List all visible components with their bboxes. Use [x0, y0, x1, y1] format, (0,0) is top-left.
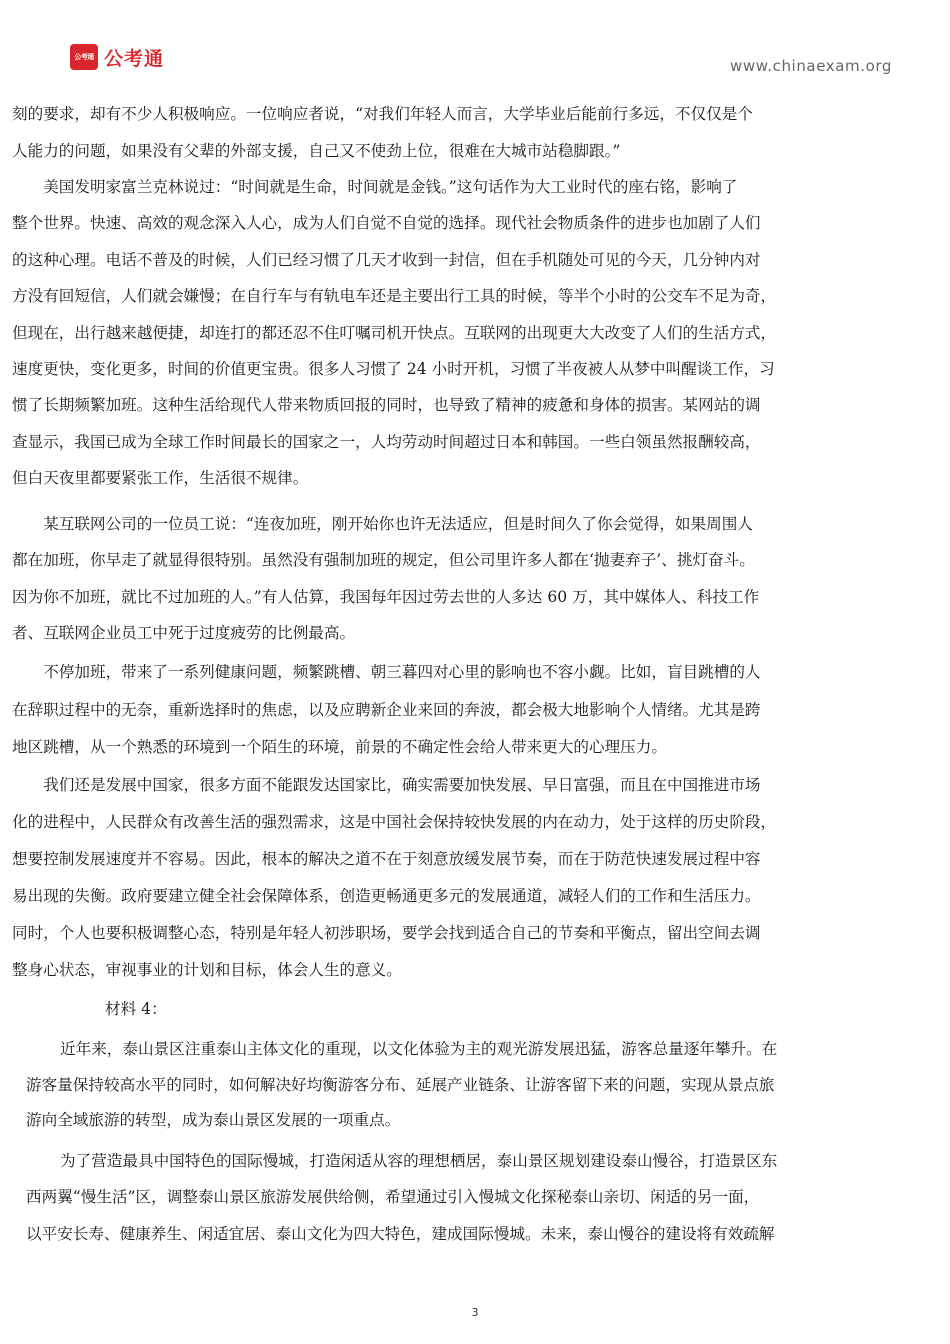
- logo-mark: 公考通: [70, 44, 98, 70]
- text-line: 但现在，出行越来越便捷，却连打的都还忍不住叮嘱司机开快点。互联网的出现更大大改变了人们的生活方式，: [12, 324, 777, 342]
- text-line: 同时，个人也要积极调整心态，特别是年轻人初涉职场，要学会找到适合自己的节奏和平衡点，留出空间去调: [12, 924, 761, 942]
- text-line: 想要控制发展速度并不容易。因此，根本的解决之道不在于刻意放缓发展节奏，而在于防范快速发展过程中容: [12, 850, 761, 868]
- text-line: 在辞职过程中的无奈，重新选择时的焦虑，以及应聘新企业来回的奔波，都会极大地影响个人情绪。尤其是跨: [12, 701, 761, 719]
- text-line: 但白天夜里都要紧张工作，生活很不规律。: [12, 469, 309, 487]
- text-line: 为了营造最具中国特色的国际慢城，打造闲适从容的理想栖居，泰山景区规划建设泰山慢谷，打造景区东: [60, 1152, 778, 1170]
- text-line: 人能力的问题，如果没有父辈的外部支援，自己又不使劲上位，很难在大城市站稳脚跟。”: [12, 142, 621, 160]
- text-line: 者、互联网企业员工中死于过度疲劳的比例最高。: [12, 624, 356, 642]
- text-line: 我们还是发展中国家，很多方面不能跟发达国家比，确实需要加快发展、早日富强，而且在中国推进市场: [12, 776, 761, 794]
- publisher-logo: [70, 44, 164, 70]
- page-number: 3: [471, 1306, 479, 1319]
- material-heading: 材料 4：: [105, 1000, 167, 1018]
- text-line: 游向全域旅游的转型，成为泰山景区发展的一项重点。: [26, 1111, 401, 1129]
- text-line: 都在加班，你早走了就显得很特别。虽然没有强制加班的规定，但公司里许多人都在‘抛妻弃子’、挑灯奋斗。: [12, 551, 755, 569]
- text-line: 化的进程中，人民群众有改善生活的强烈需求，这是中国社会保持较快发展的内在动力，处于这样的历史阶段，: [12, 813, 777, 831]
- text-line: 某互联网公司的一位员工说：“连夜加班，刚开始你也许无法适应，但是时间久了你会觉得，如果周围人: [12, 515, 753, 533]
- text-line: 方没有回短信，人们就会嫌慢；在自行车与有轨电车还是主要出行工具的时候，等半个小时的公交车不足为奇，: [12, 287, 777, 305]
- text-line: 刻的要求，却有不少人积极响应。一位响应者说，“对我们年轻人而言，大学毕业后能前行多远，不仅仅是个: [12, 105, 753, 123]
- text-line: 不停加班，带来了一系列健康问题，频繁跳槽、朝三暮四对心里的影响也不容小觑。比如，盲目跳槽的人: [12, 663, 761, 681]
- text-line: 易出现的失衡。政府要建立健全社会保障体系，创造更畅通更多元的发展通道，减轻人们的工作和生活压力。: [12, 887, 761, 905]
- text-line: 以平安长寿、健康养生、闲适宜居、泰山文化为四大特色，建成国际慢城。未来，泰山慢谷的建设将有效疏解: [26, 1225, 775, 1243]
- text-line: 的这种心理。电话不普及的时候，人们已经习惯了几天才收到一封信，但在手机随处可见的今天，几分钟内对: [12, 251, 761, 269]
- text-line: 地区跳槽，从一个熟悉的环境到一个陌生的环境，前景的不确定性会给人带来更大的心理压力。: [12, 738, 667, 756]
- text-line: 美国发明家富兰克林说过：“时间就是生命，时间就是金钱。”这句话作为大工业时代的座右铭，影响了: [12, 178, 738, 196]
- text-line: 惯了长期频繁加班。这种生活给现代人带来物质回报的同时，也导致了精神的疲惫和身体的损害。某网站的调: [12, 396, 761, 414]
- text-line: 查显示，我国已成为全球工作时间最长的国家之一，人均劳动时间超过日本和韩国。一些白领虽然报酬较高，: [12, 433, 761, 451]
- text-line: 整身心状态，审视事业的计划和目标，体会人生的意义。: [12, 961, 402, 979]
- site-url[interactable]: www.chinaexam.org: [730, 57, 893, 75]
- text-line: 因为你不加班，就比不过加班的人。”有人估算，我国每年因过劳去世的人多达 60 万，其中媒体人、科技工作: [12, 588, 760, 606]
- text-line: 速度更快，变化更多，时间的价值更宝贵。很多人习惯了 24 小时开机，习惯了半夜被人从梦中叫醒谈工作，习: [12, 360, 775, 378]
- text-line: 近年来，泰山景区注重泰山主体文化的重现，以文化体验为主的观光游发展迅猛，游客总量逐年攀升。在: [60, 1040, 778, 1058]
- logo-text: 公考通: [104, 47, 165, 70]
- text-line: 西两翼“慢生活”区，调整泰山景区旅游发展供给侧，希望通过引入慢城文化探秘泰山亲切、闲适的另一面，: [26, 1188, 760, 1206]
- text-line: 整个世界。快速、高效的观念深入人心，成为人们自觉不自觉的选择。现代社会物质条件的进步也加剧了人们: [12, 214, 761, 232]
- text-line: 游客量保持较高水平的同时，如何解决好均衡游客分布、延展产业链条、让游客留下来的问题，实现从景点旅: [26, 1076, 775, 1094]
